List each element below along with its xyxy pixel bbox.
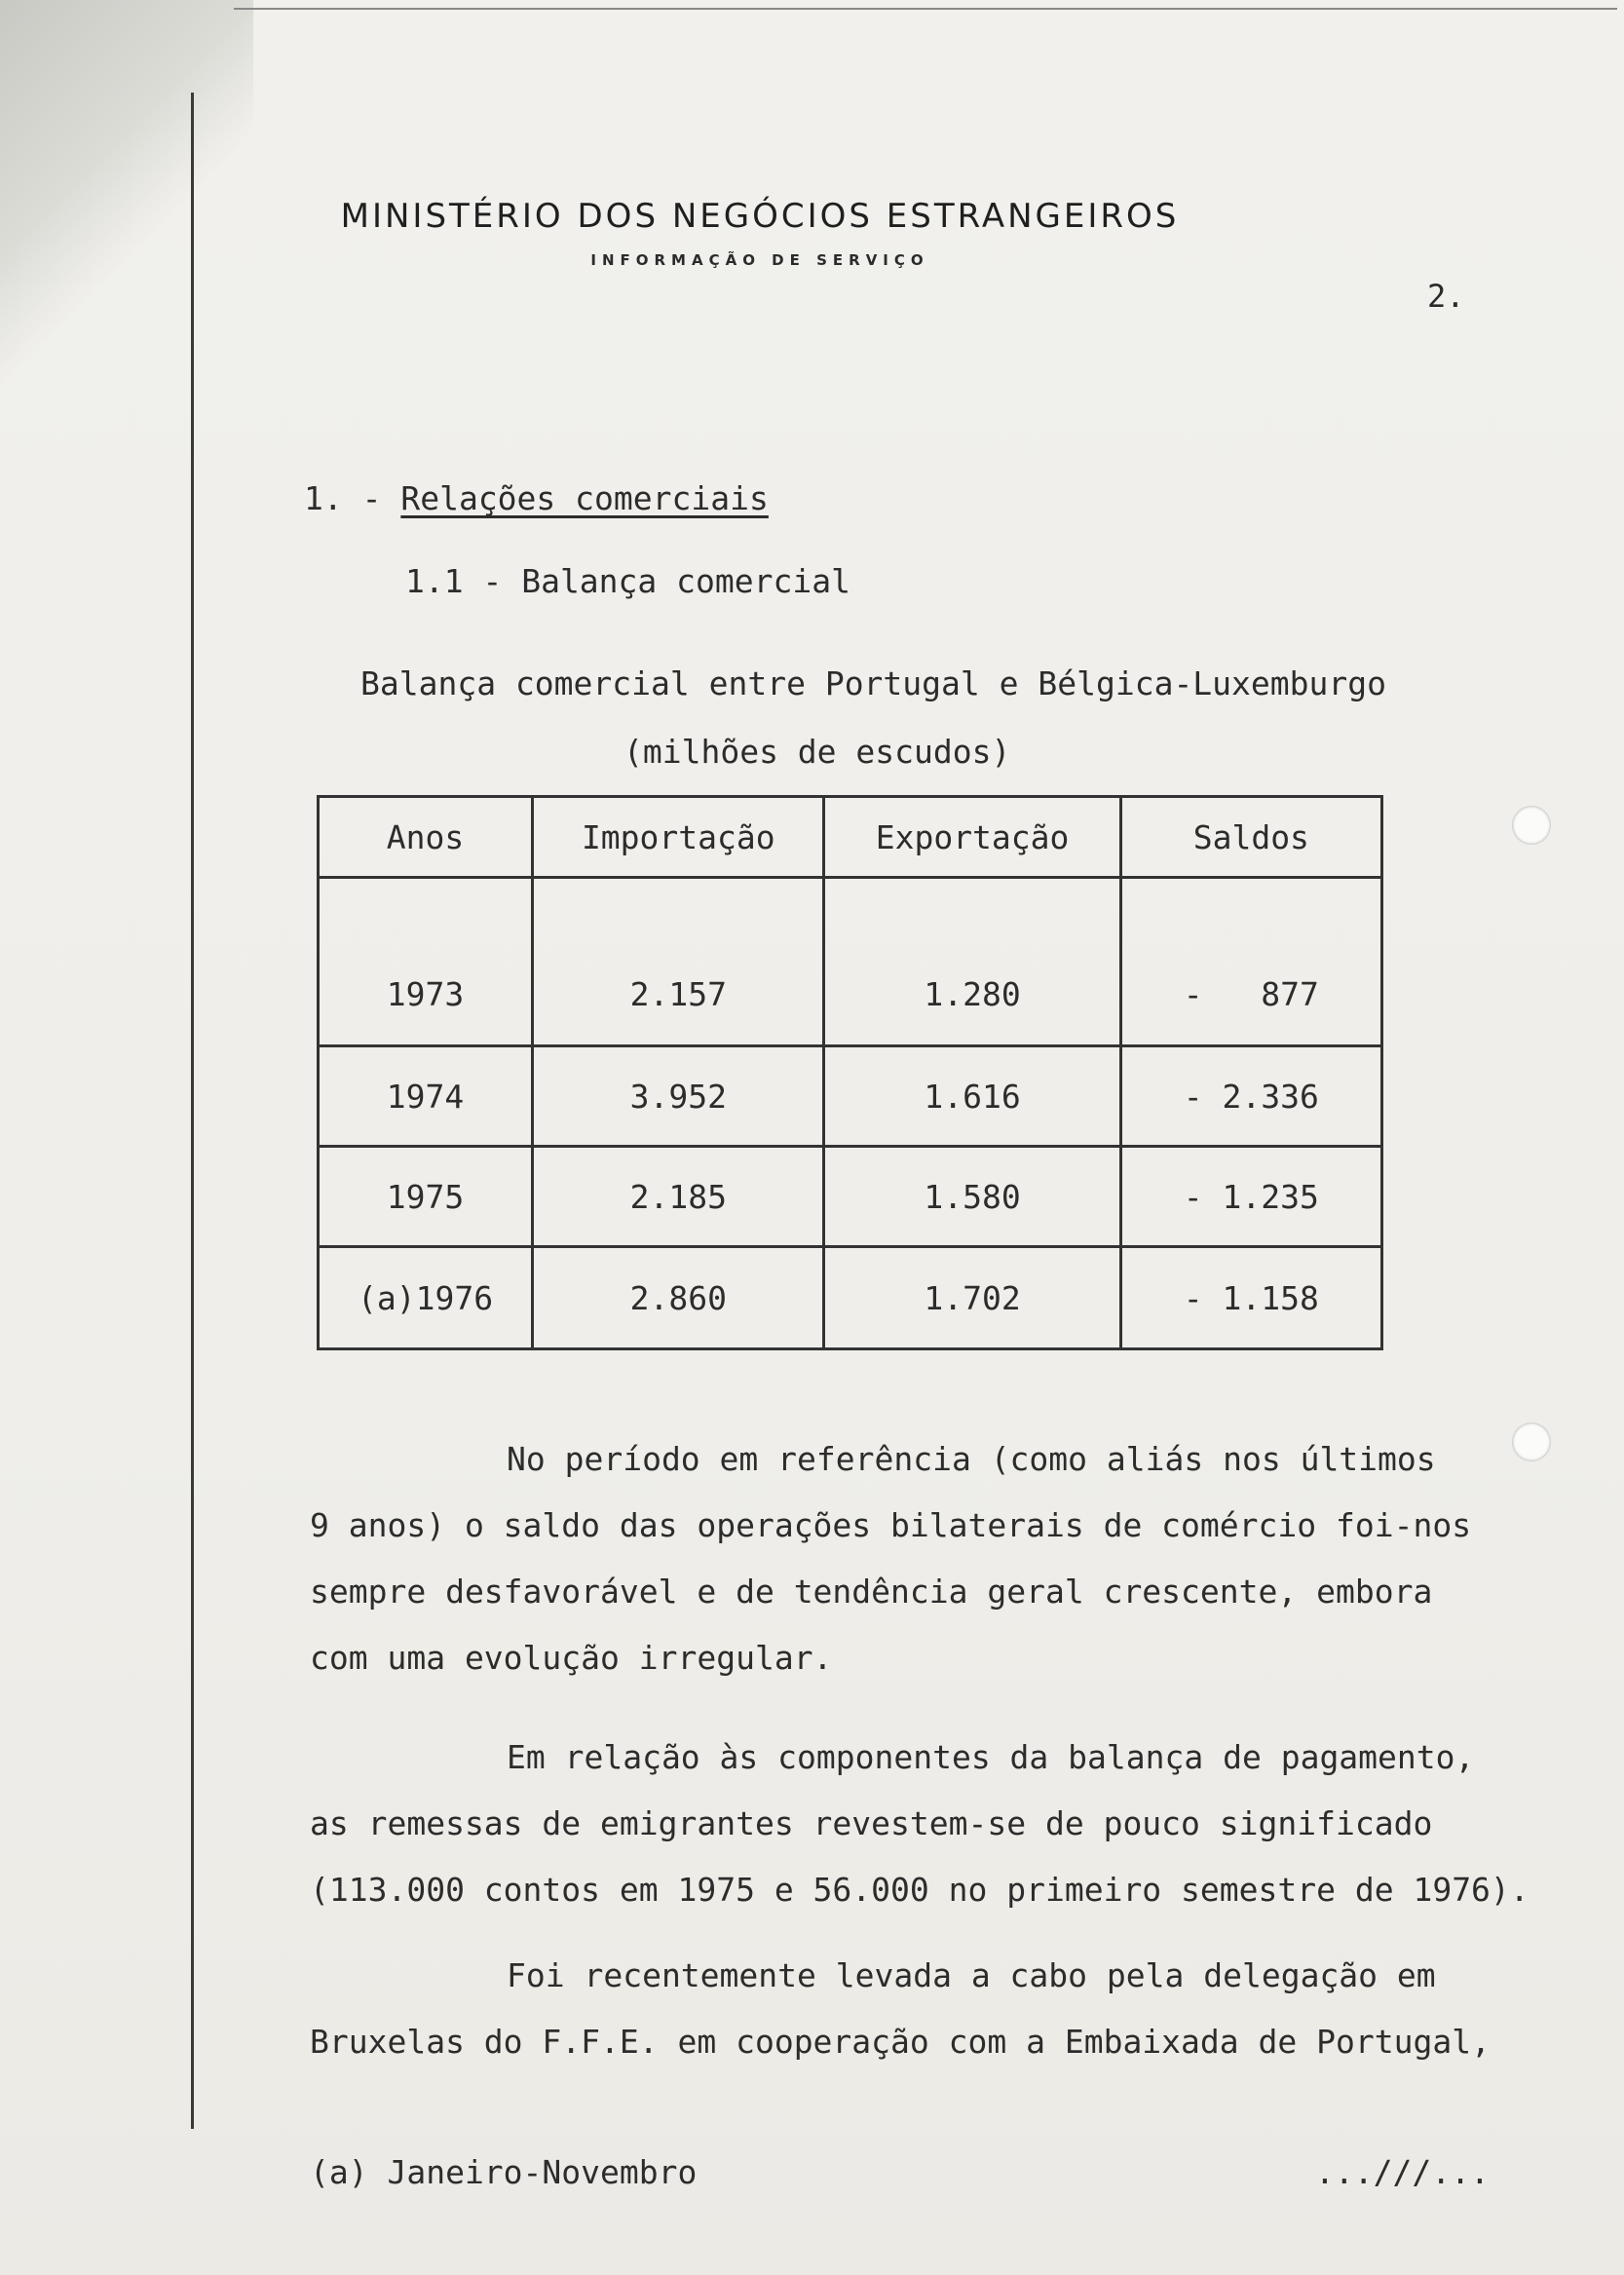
cell-importacao: 2.157 [533,878,824,1046]
paragraph-line: Foi recentemente levada a cabo pela delegação em [507,1956,1436,1994]
subsection-heading: 1.1 - Balança comercial [405,562,850,600]
cell-saldos: - 2.336 [1120,1046,1381,1147]
paragraph-line: 9 anos) o saldo das operações bilaterais de comércio foi-nos [310,1506,1472,1544]
cell-exportacao: 1.616 [824,1046,1120,1147]
section-heading-title: Relações comerciais [400,479,769,517]
cell-importacao: 2.860 [533,1247,824,1349]
col-header-saldos: Saldos [1120,797,1381,878]
cell-year: 1975 [319,1147,533,1247]
col-header-importacao: Importação [533,797,824,878]
table-title: Balança comercial entre Portugal e Bélgica-Luxemburgo [360,664,1386,702]
table-row [319,1046,1382,1147]
paragraph-line: sempre desfavorável e de tendência geral crescente, embora [310,1573,1433,1611]
cell-saldos: - 877 [1120,878,1381,1046]
trade-balance-table [317,795,1383,1350]
table-row [319,1247,1382,1349]
punch-hole [1512,1422,1551,1461]
service-subtitle: INFORMAÇÃO DE SERVIÇO [590,251,929,269]
table-units: (milhões de escudos) [623,733,1011,771]
table-header-row [319,797,1382,878]
paragraph-line: Bruxelas do F.F.E. em cooperação com a Embaixada de Portugal, [310,2023,1491,2061]
top-edge [234,8,1617,10]
section-heading-prefix: 1. - [304,479,401,517]
section-heading [304,479,769,517]
footnote: (a) Janeiro-Novembro [310,2153,698,2191]
cell-importacao: 3.952 [533,1046,824,1147]
folded-corner [0,0,253,390]
cell-exportacao: 1.280 [824,878,1120,1046]
paragraph-line: as remessas de emigrantes revestem-se de pouco significado [310,1804,1433,1842]
table-row [319,1147,1382,1247]
cell-saldos: - 1.158 [1120,1247,1381,1349]
cell-exportacao: 1.702 [824,1247,1120,1349]
ministry-header: MINISTÉRIO DOS NEGÓCIOS ESTRANGEIROS [340,197,1180,236]
paragraph-line: No período em referência (como aliás nos últimos [507,1440,1436,1478]
cell-importacao: 2.185 [533,1147,824,1247]
margin-line [191,93,194,2129]
punch-hole [1512,806,1551,845]
page-number: 2. [1427,278,1465,315]
table-row [319,878,1382,1046]
paragraph-line: Em relação às componentes da balança de pagamento, [507,1738,1475,1776]
paragraph-line: (113.000 contos em 1975 e 56.000 no primeiro semestre de 1976). [310,1871,1530,1909]
cell-exportacao: 1.580 [824,1147,1120,1247]
col-header-exportacao: Exportação [824,797,1120,878]
col-header-anos: Anos [319,797,533,878]
cell-year: 1973 [319,878,533,1046]
continuation-mark: ...///... [1315,2153,1490,2191]
cell-year: 1974 [319,1046,533,1147]
cell-year: (a)1976 [358,1278,494,1317]
paragraph-line: com uma evolução irregular. [310,1639,833,1677]
cell-saldos: - 1.235 [1120,1147,1381,1247]
